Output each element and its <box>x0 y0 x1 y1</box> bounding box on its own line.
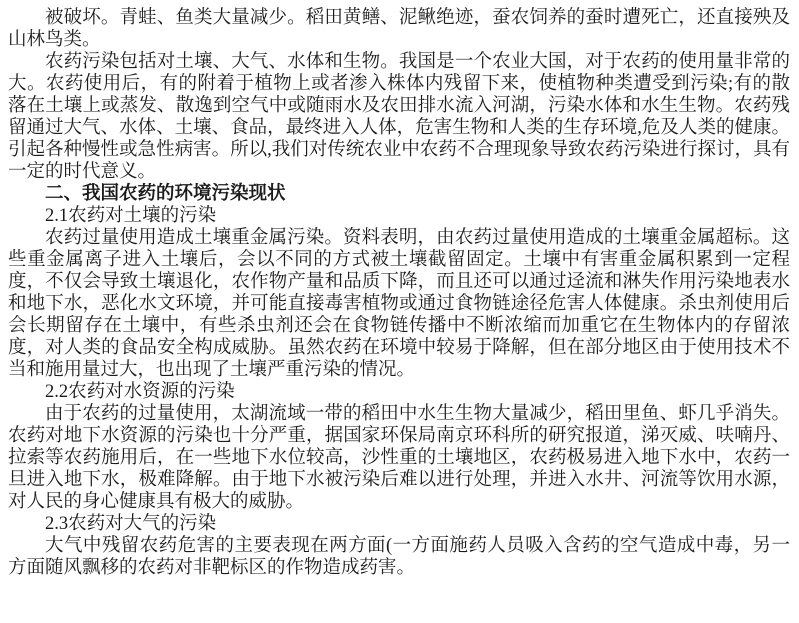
subsection-heading-2-1: 2.1农药对土壤的污染 <box>45 206 217 226</box>
paragraph-soil-pollution: 农药过量使用造成土壤重金属污染。资料表明，由农药过量使用造成的土壤重金属超标。这些重金属离子进入土壤后，会以不同的方式被土壤截留固定。土壤中有害重金属积累到一定程度，不仅会导致土壤退化，农作物产量和品质下降，而且还可以通过迳流和淋失作用污染地表水和地下水，恶化水文环境，并可能直接毒害植物或通过食物链途径危害人体健康。杀虫剂使用后会长期留存在土壤中，有些杀虫剂还会在食物链传播中不断浓缩而加重它在生物体内的存留浓度，对人类的食品安全构成威胁。虽然农药在环境中较易于降解，但在部分地区由于使用技术不当和施用量过大，也出现了土壤严重污染的情况。 <box>8 228 790 380</box>
paragraph-water-pollution: 由于农药的过量使用，太湖流域一带的稻田中水生生物大量减少，稻田里鱼、虾几乎消失。农药对地下水资源的污染也十分严重，据国家环保局南京环科所的研究报道，涕灭威、呋喃丹、拉索等农药施用后，在一些地下水位较高，沙性重的土壤地区，农药极易进入地下水中，农药一旦进入地下水，极难降解。由于地下水被污染后难以进行处理，并进入水井、河流等饮用水源，对人民的身心健康具有极大的威胁。 <box>8 404 790 512</box>
paragraph-intro: 农药污染包括对土壤、大气、水体和生物。我国是一个农业大国，对于农药的使用量非常的大。农药使用后，有的附着于植物上或者渗入株体内残留下来，使植物种类遭受到污染;有的散落在土壤上或蒸发、散逸到空气中或随雨水及农田排水流入河湖，污染水体和水生生物。农药残留通过大气、水体、土壤、食品，最终进入人体，危害生物和人类的生存环境,危及人类的健康。引起各种慢性或急性病害。所以,我们对传统农业中农药不合理现象导致农药污染进行探讨，具有一定的时代意义。 <box>8 52 790 182</box>
paragraph-air-pollution: 大气中残留农药危害的主要表现在两方面(一方面施药人员吸入含药的空气造成中毒，另一方面随风飘移的农药对非靶标区的作物造成药害。 <box>8 536 790 578</box>
paragraph-continuation: 被破坏。青蛙、鱼类大量减少。稻田黄鳝、泥鳅绝迹，蚕农饲养的蚕时遭死亡，还直接殃及山林鸟类。 <box>8 8 790 50</box>
subsection-heading-2-2: 2.2农药对水资源的污染 <box>45 382 235 402</box>
subsection-heading-2-3: 2.3农药对大气的污染 <box>45 514 217 534</box>
section-heading: 二、我国农药的环境污染现状 <box>45 184 286 204</box>
